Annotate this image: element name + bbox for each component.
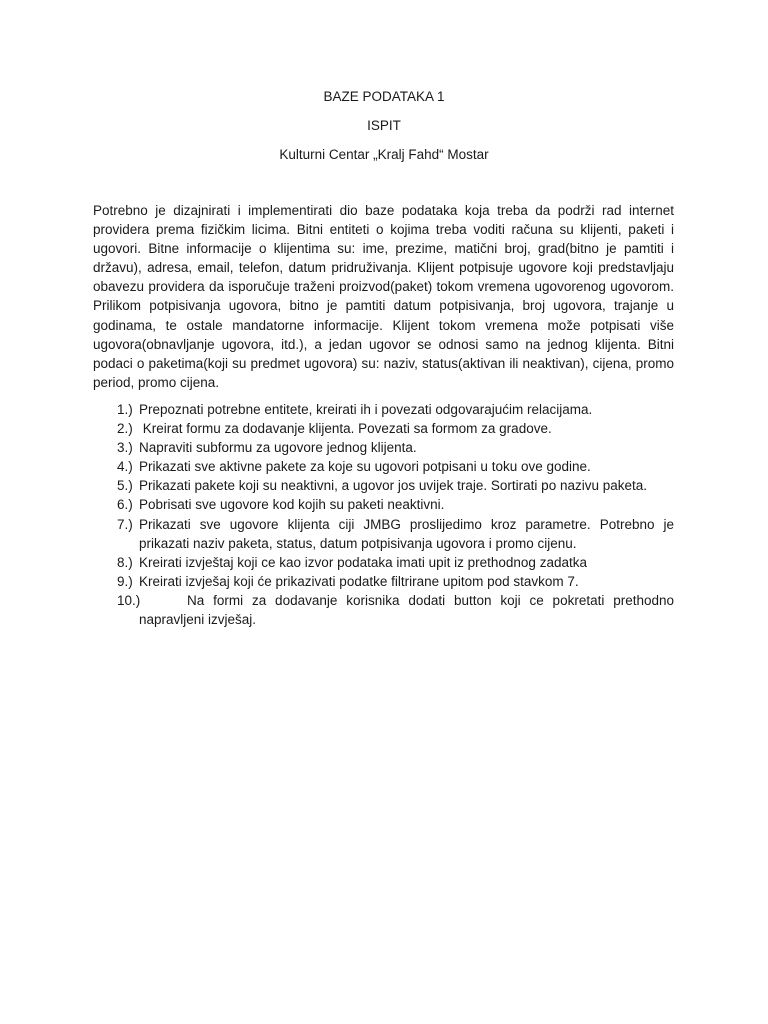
task-text-content: Na formi za dodavanje korisnika dodati button koji ce pokretati prethodno napravljeni izvješaj.: [139, 592, 674, 628]
task-text: Pobrisati sve ugovore kod kojih su paketi neaktivni.: [139, 497, 445, 513]
task-text: Prikazati pakete koji su neaktivni, a ugovor jos uvijek traje. Sortirati po nazivu paketa.: [139, 478, 648, 494]
task-list: [93, 400, 674, 629]
document-institution: Kulturni Centar „Kralj Fahd“ Mostar: [279, 147, 489, 162]
task-item-5: [93, 476, 674, 495]
task-number: 10.): [117, 592, 141, 608]
task-item-10: [93, 591, 674, 629]
task-item-7: [93, 515, 674, 553]
task-item-2: [93, 419, 674, 438]
task-number: 2.): [117, 421, 133, 437]
task-item-8: [93, 553, 674, 572]
task-text: Kreirati izvješaj koji će prikazivati podatke filtrirane upitom pod stavkom 7.: [139, 573, 579, 589]
task-number: 5.): [117, 478, 133, 494]
task-text: Prikazati sve aktivne pakete za koje su ugovori potpisani u toku ove godine.: [139, 459, 591, 475]
task-item-1: [93, 400, 674, 419]
task-item-4: [93, 457, 674, 476]
task-text: [139, 591, 674, 629]
task-text: Kreirat formu za dodavanje klijenta. Povezati sa formom za gradove.: [139, 421, 552, 437]
task-item-9: [93, 572, 674, 591]
task-number: 7.): [117, 516, 133, 532]
intro-paragraph: Potrebno je dizajnirati i implementirati dio baze podataka koja treba da podrži rad internet providera prema fizičkim licima. Bitni entiteti o kojima treba voditi računa su klijenti, paketi i ugovori. Bitne informacije o klijentima su: ime, prezime, matični broj, grad(bitno je pamtiti i državu), adresa, email, telefon, datum pridruživanja. Klijent potpisuje ugovore koji predstavljaju obavezu providera da isporučuje traženi proizvod(paket) tokom vremena ugovorenog ugovorom. Prilikom potpisivanja ugovora, bitno je pamtiti datum potpisivanja, broj ugovora, trajanje u godinama, te ostale mandatorne informacije. Klijent tokom vremena može potpisati više ugovora(obnavljanje ugovora, itd.), a jedan ugovor se odnosi samo na jednog klijenta. Bitni podaci o paketima(koji su predmet ugovora) su: naziv, status(aktivan ili neaktivan), cijena, promo period, promo cijena.: [93, 203, 674, 390]
task-text: Prepoznati potrebne entitete, kreirati ih i povezati odgovarajućim relacijama.: [139, 402, 593, 417]
task-item-6: [93, 495, 674, 514]
task-text: Napraviti subformu za ugovore jednog klijenta.: [139, 440, 417, 456]
task-number: 3.): [117, 440, 133, 456]
task-text: Kreirati izvještaj koji ce kao izvor podataka imati upit iz prethodnog zadatka: [139, 554, 587, 570]
task-item-3: [93, 438, 674, 457]
task-number: 4.): [117, 459, 133, 475]
task-number: 9.): [117, 573, 133, 589]
task-number: 8.): [117, 554, 133, 570]
task-number: 6.): [117, 497, 133, 513]
document-title: BAZE PODATAKA 1: [323, 89, 445, 104]
task-text: Prikazati sve ugovore klijenta ciji JMBG proslijedimo kroz parametre. Potrebno je prikazati naziv paketa, status, datum potpisivanja ugovora i promo cijenu.: [139, 516, 674, 551]
task-number: 1.): [117, 402, 133, 417]
document-subtitle: ISPIT: [367, 118, 401, 133]
